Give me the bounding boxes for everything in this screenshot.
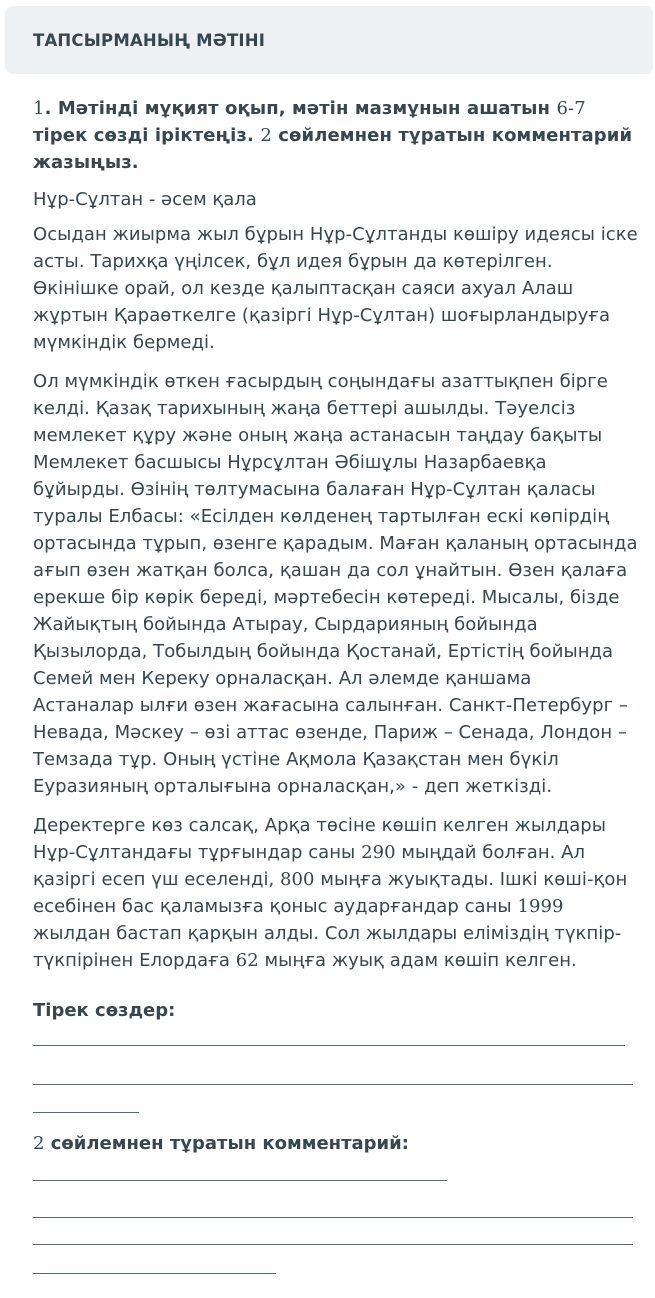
- comment-answer-line-1[interactable]: [33, 1180, 447, 1181]
- population-then: 290: [361, 842, 396, 863]
- section-header: [5, 6, 653, 74]
- paragraph-2: Ол мүмкіндік өткен ғасырдың соңындағы азаттықпен бірге келді. Қазақ тарихының жаңа беттері ашылды. Тәуелсіз мемлекет құру және оның жаңа астанасын таңдау бақыты Мемлекет басшысы Нұрсұлтан Әбішұлы Назарбаевқа бұйырды. Өзінің төлтумасына балаған Нұр-Сұлтан қаласы туралы Елбасы: «Есілден көлденең тартылған ескі көпірдің ортасында тұрып, өзенге қарадым. Маған қаланың ортасында ағып өзен жатқан болса, қашан да сол ұнайтын. Өзен қалаға ерекше бір көрік береді, мәртебесін көтереді. Мысалы, бізде Жайықтың бойында Атырау, Сырдарияның бойында Қызылорда, Тобылдың бойында Қостанай, Ертістің бойында Семей мен Кереку орналасқан. Ал әлемде қаншама Астаналар ылғи өзен жағасына салынған. Санкт-Петербург – Невада, Мәскеу – өзі аттас өзенде, Париж – Сенада, Лондон – Темзада тұр. Оның үстіне Ақмола Қазақстан мен бүкіл Еуразияның орталығына орналасқан,» - деп жеткізді.: [33, 371, 638, 797]
- migrants-count: 62: [235, 950, 259, 971]
- section-title: ТАПСЫРМАНЫҢ МӘТІНІ: [33, 30, 266, 50]
- text-title: Нұр-Сұлтан - әсем қала: [33, 189, 257, 210]
- year: 1999: [517, 896, 564, 917]
- paragraph-1: Осыдан жиырма жыл бұрын Нұр-Сұлтанды көшіру идеясы іске асты. Тарихқа үңілсек, бұл идея бұрын да көтерілген. Өкінішке орай, ол кезде қалыптасқан саяси ахуал Алаш жұртын Қараөткелге (қазіргі Нұр-Сұлтан) шоғырландыруға мүмкіндік бермеді.: [33, 224, 638, 353]
- comment-label: 2 сөйлемнен тұратын комментарий:: [33, 1133, 409, 1154]
- keywords-answer-line-1[interactable]: [33, 1045, 625, 1046]
- keywords-answer-line-3[interactable]: [33, 1112, 139, 1113]
- keywords-answer-line-2[interactable]: [33, 1084, 633, 1085]
- task-content: [33, 95, 638, 986]
- population-now: 800: [280, 869, 315, 890]
- sentence-count: 2: [260, 125, 272, 146]
- keywords-label: Тірек сөздер:: [33, 1000, 176, 1021]
- comment-sentence-count: 2: [33, 1133, 45, 1154]
- comment-answer-line-3[interactable]: [33, 1244, 633, 1245]
- task-number: 1: [33, 98, 45, 119]
- task-instruction: 1. Мәтінді мұқият оқып, мәтін мазмұнын ашатын 6-7 тірек сөзді іріктеңіз. 2 сөйлемнен тұратын комментарий жазыңыз.: [33, 98, 633, 173]
- comment-answer-line-2[interactable]: [33, 1217, 633, 1218]
- comment-answer-line-4[interactable]: [33, 1273, 276, 1274]
- paragraph-3: Деректерге көз салсақ, Арқа төсіне көшіп келген жылдары Нұр-Сұлтандағы тұрғындар саны 290 мыңдай болған. Ал қазіргі есеп үш еселенді, 800 мыңға жуықтады. Ішкі көші-қон есебінен бас қаламызға қоныс аударғандар саны 1999 жылдан бастап қарқын алды. Сол жылдары еліміздің түкпір-түкпірінен Елордаға 62 мыңға жуық адам көшіп келген.: [33, 815, 628, 971]
- keyword-range: 6-7: [556, 98, 586, 119]
